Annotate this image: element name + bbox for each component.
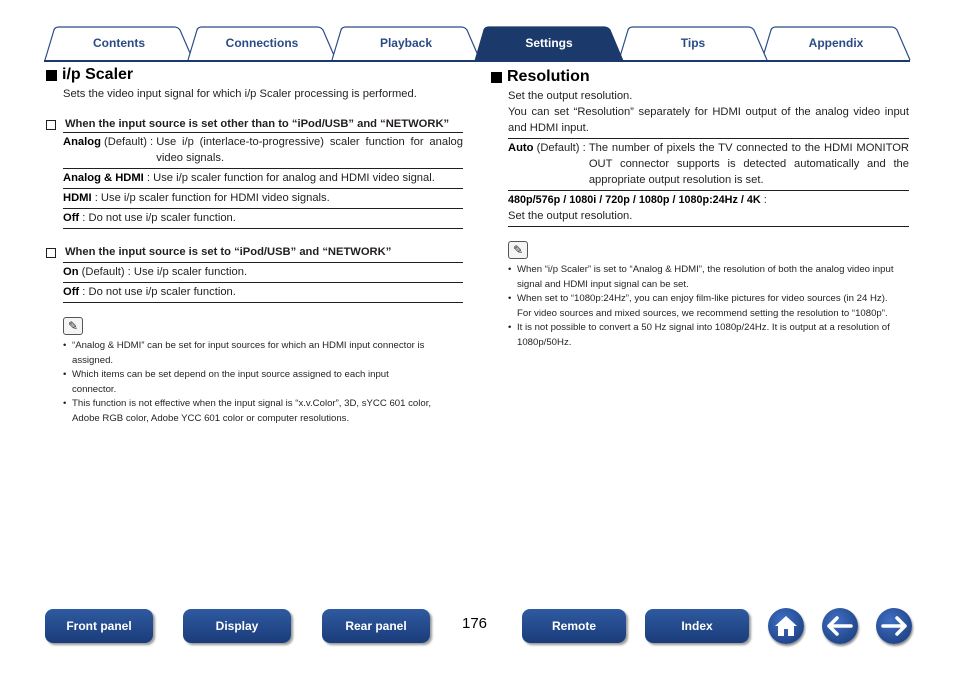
section-title: i/p Scaler	[62, 66, 134, 83]
tab-label: Settings	[525, 36, 573, 50]
pencil-note-icon: ✎	[63, 317, 83, 335]
condition-heading	[46, 116, 463, 132]
display-button[interactable]	[183, 609, 291, 643]
option-name: Off	[63, 212, 80, 224]
tab-settings[interactable]	[474, 26, 624, 60]
button-label: Index	[681, 619, 713, 633]
option-row	[508, 191, 909, 227]
section-title: Resolution	[507, 68, 590, 85]
option-desc: Use i/p scaler function for analog and HDMI video signal.	[153, 172, 435, 184]
option-sep: :	[143, 172, 154, 184]
front-panel-button[interactable]	[45, 609, 153, 643]
ip-scaler-section	[46, 64, 463, 426]
tab-playback[interactable]	[331, 26, 481, 60]
checkbox-square-icon	[46, 248, 56, 258]
notes-list	[63, 339, 433, 426]
option-name: Off	[63, 286, 80, 298]
note-item: • It is not possible to convert a 50 Hz signal into 1080p/24Hz. It is output at a resolution of 1080p/50Hz.	[508, 321, 903, 350]
tab-contents[interactable]	[44, 26, 194, 60]
tab-label: Appendix	[808, 36, 864, 50]
option-sep: :	[760, 194, 767, 206]
option-name: Analog	[63, 136, 101, 148]
back-arrow-icon	[827, 616, 853, 636]
option-desc: Set the output resolution.	[508, 210, 633, 222]
section-intro: You can set “Resolution” separately for HDMI output of the analog video input and HDMI input.	[508, 106, 909, 134]
option-row	[63, 209, 463, 229]
note-item: • Which items can be set depend on the input source assigned to each input connector.	[63, 368, 433, 397]
condition-text: When the input source is set other than to “iPod/USB” and “NETWORK”	[65, 118, 450, 130]
option-name: HDMI	[63, 192, 92, 204]
pencil-note-icon: ✎	[508, 241, 528, 259]
option-sep: :	[79, 286, 89, 298]
option-row	[63, 283, 463, 303]
tab-connections[interactable]	[187, 26, 337, 60]
tab-label: Connections	[225, 36, 299, 50]
remote-button[interactable]	[522, 609, 626, 643]
checkbox-square-icon	[46, 120, 56, 130]
note-item: • When set to “1080p:24Hz”, you can enjoy film-like pictures for video sources (in 24 Hz). For video sources and mixed sources, we recommend setting the resolution to “1080p”.	[508, 292, 903, 321]
button-label: Display	[215, 619, 259, 633]
forward-button[interactable]	[876, 608, 912, 644]
option-row	[63, 132, 463, 169]
option-desc: Do not use i/p scaler function.	[88, 212, 236, 224]
resolution-section	[491, 64, 909, 350]
condition-heading	[46, 244, 463, 260]
notes-list	[508, 263, 903, 350]
option-desc: Use i/p scaler function.	[133, 266, 248, 278]
option-desc: The number of pixels the TV connected to the HDMI MONITOR OUT connector supports is detected automatically and the appropriate output resolution is set.	[588, 142, 909, 186]
heading-square-icon	[46, 70, 57, 81]
back-button[interactable]	[822, 608, 858, 644]
rear-panel-button[interactable]	[322, 609, 430, 643]
option-row	[508, 138, 909, 191]
option-row	[63, 169, 463, 189]
forward-arrow-icon	[881, 616, 907, 636]
option-desc: Use i/p (interlace-to-progressive) scaler function for analog video signals.	[156, 136, 463, 164]
section-heading	[491, 66, 909, 88]
option-sep: (Default) :	[78, 266, 134, 278]
tab-appendix[interactable]	[761, 26, 911, 60]
section-intro: Set the output resolution.	[508, 90, 633, 102]
option-desc: Use i/p scaler function for HDMI video signals.	[100, 192, 330, 204]
button-label: Front panel	[66, 619, 132, 633]
tab-label: Playback	[379, 36, 433, 50]
tab-tips[interactable]	[618, 26, 768, 60]
home-button[interactable]	[768, 608, 804, 644]
option-sep: (Default) :	[533, 142, 589, 154]
note-item: • When “i/p Scaler” is set to “Analog & HDMI”, the resolution of both the analog video input signal and HDMI input signal can be set.	[508, 263, 903, 292]
option-name: 480p/576p / 1080i / 720p / 1080p / 1080p:24Hz / 4K	[508, 194, 761, 206]
option-sep: :	[91, 192, 101, 204]
tab-label: Contents	[93, 36, 145, 50]
option-row	[63, 262, 463, 283]
option-row	[63, 189, 463, 209]
note-item: • “Analog & HDMI” can be set for input sources for which an HDMI input connector is assigned.	[63, 339, 433, 368]
button-label: Remote	[551, 619, 596, 633]
tab-bar	[44, 26, 910, 62]
home-icon	[773, 614, 799, 638]
option-name: Auto	[508, 142, 534, 154]
option-sep: (Default) :	[100, 136, 157, 148]
option-name: Analog & HDMI	[63, 172, 144, 184]
index-button[interactable]	[645, 609, 749, 643]
tab-label: Tips	[680, 36, 706, 50]
note-item: • This function is not effective when the input signal is “x.v.Color”, 3D, sYCC 601 color, Adobe RGB color, Adobe YCC 601 color or computer resolutions.	[63, 397, 433, 426]
section-intro: Sets the video input signal for which i/p Scaler processing is performed.	[63, 88, 417, 100]
option-sep: :	[79, 212, 89, 224]
section-heading	[46, 64, 463, 86]
tab-underline	[44, 60, 910, 62]
heading-square-icon	[491, 72, 502, 83]
option-desc: Do not use i/p scaler function.	[88, 286, 236, 298]
condition-text: When the input source is set to “iPod/USB” and “NETWORK”	[65, 246, 392, 258]
option-name: On	[63, 266, 79, 278]
button-label: Rear panel	[345, 619, 407, 633]
page-number: 176	[462, 615, 488, 632]
